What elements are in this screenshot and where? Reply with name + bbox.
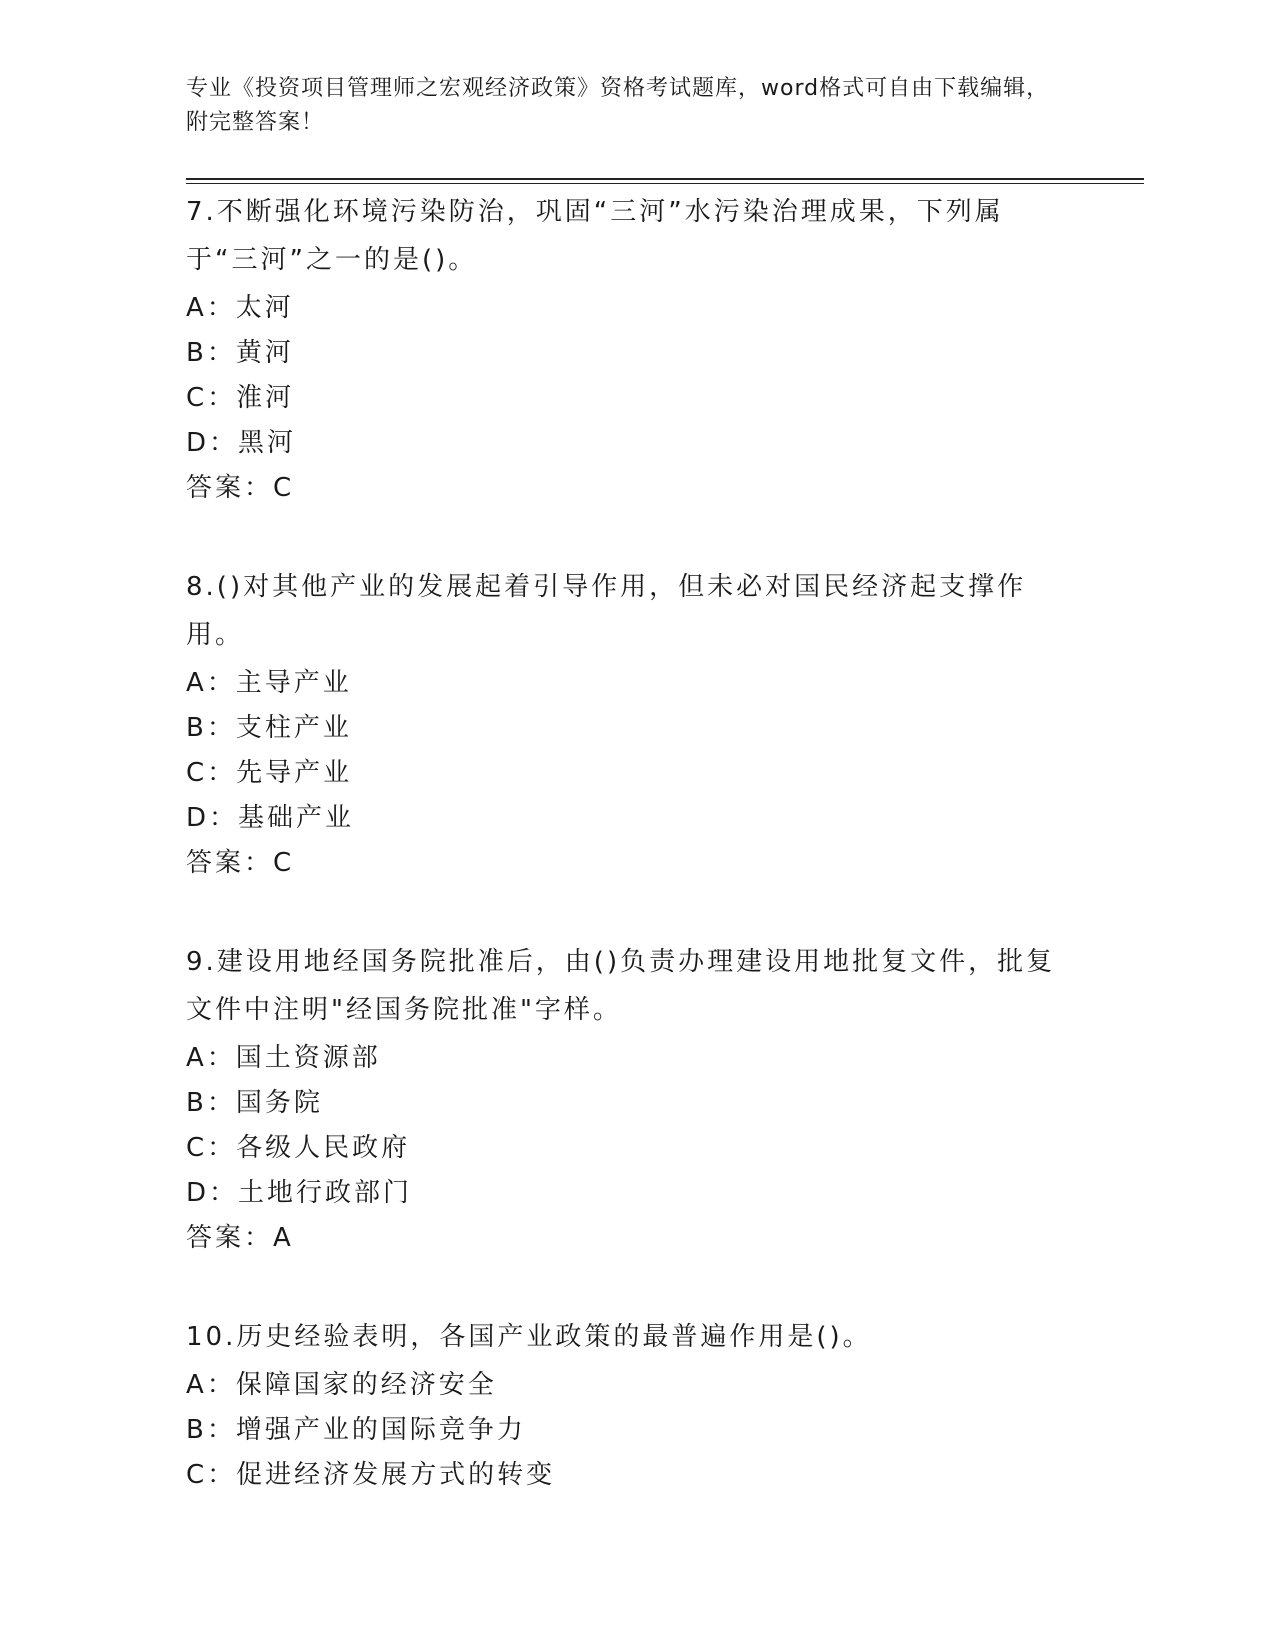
option-a: A：国土资源部: [186, 1043, 381, 1073]
question-8: [186, 561, 1066, 886]
option-a: A：主导产业: [186, 668, 352, 698]
answer: 答案：C: [186, 848, 295, 878]
question-7: [186, 186, 1066, 511]
option-b: B：黄河: [186, 338, 294, 368]
option-a: A：太河: [186, 293, 294, 323]
answer: 答案：C: [186, 473, 295, 503]
option-b: B：增强产业的国际竞争力: [186, 1415, 526, 1445]
document-header: [186, 72, 1066, 140]
header-text: 专业《投资项目管理师之宏观经济政策》资格考试题库，word格式可自由下载编辑，附完整答案！: [186, 76, 1050, 135]
question-list: [186, 186, 1066, 1548]
option-d: D：土地行政部门: [186, 1178, 413, 1208]
option-c: C：先导产业: [186, 758, 353, 788]
option-d: D：基础产业: [186, 803, 355, 833]
question-10: [186, 1311, 1066, 1498]
option-b: B：支柱产业: [186, 713, 352, 743]
option-c: C：各级人民政府: [186, 1133, 411, 1163]
answer: 答案：A: [186, 1223, 294, 1253]
header-divider-thick: [186, 178, 1144, 180]
question-stem: 9.建设用地经国务院批准后，由()负责办理建设用地批复文件，批复文件中注明"经国务院批准"字样。: [186, 947, 1056, 1025]
option-b: B：国务院: [186, 1088, 323, 1118]
header-divider-thin: [186, 183, 1144, 184]
option-a: A：保障国家的经济安全: [186, 1370, 497, 1400]
question-stem: 8.()对其他产业的发展起着引导作用，但未必对国民经济起支撑作用。: [186, 572, 1027, 650]
question-stem: 7.不断强化环境污染防治，巩固“三河”水污染治理成果，下列属于“三河”之一的是()。: [186, 197, 1004, 275]
option-d: D：黑河: [186, 428, 297, 458]
question-9: [186, 936, 1066, 1261]
option-c: C：淮河: [186, 383, 295, 413]
option-c: C：促进经济发展方式的转变: [186, 1460, 556, 1490]
question-stem: 10.历史经验表明，各国产业政策的最普遍作用是()。: [186, 1322, 872, 1352]
